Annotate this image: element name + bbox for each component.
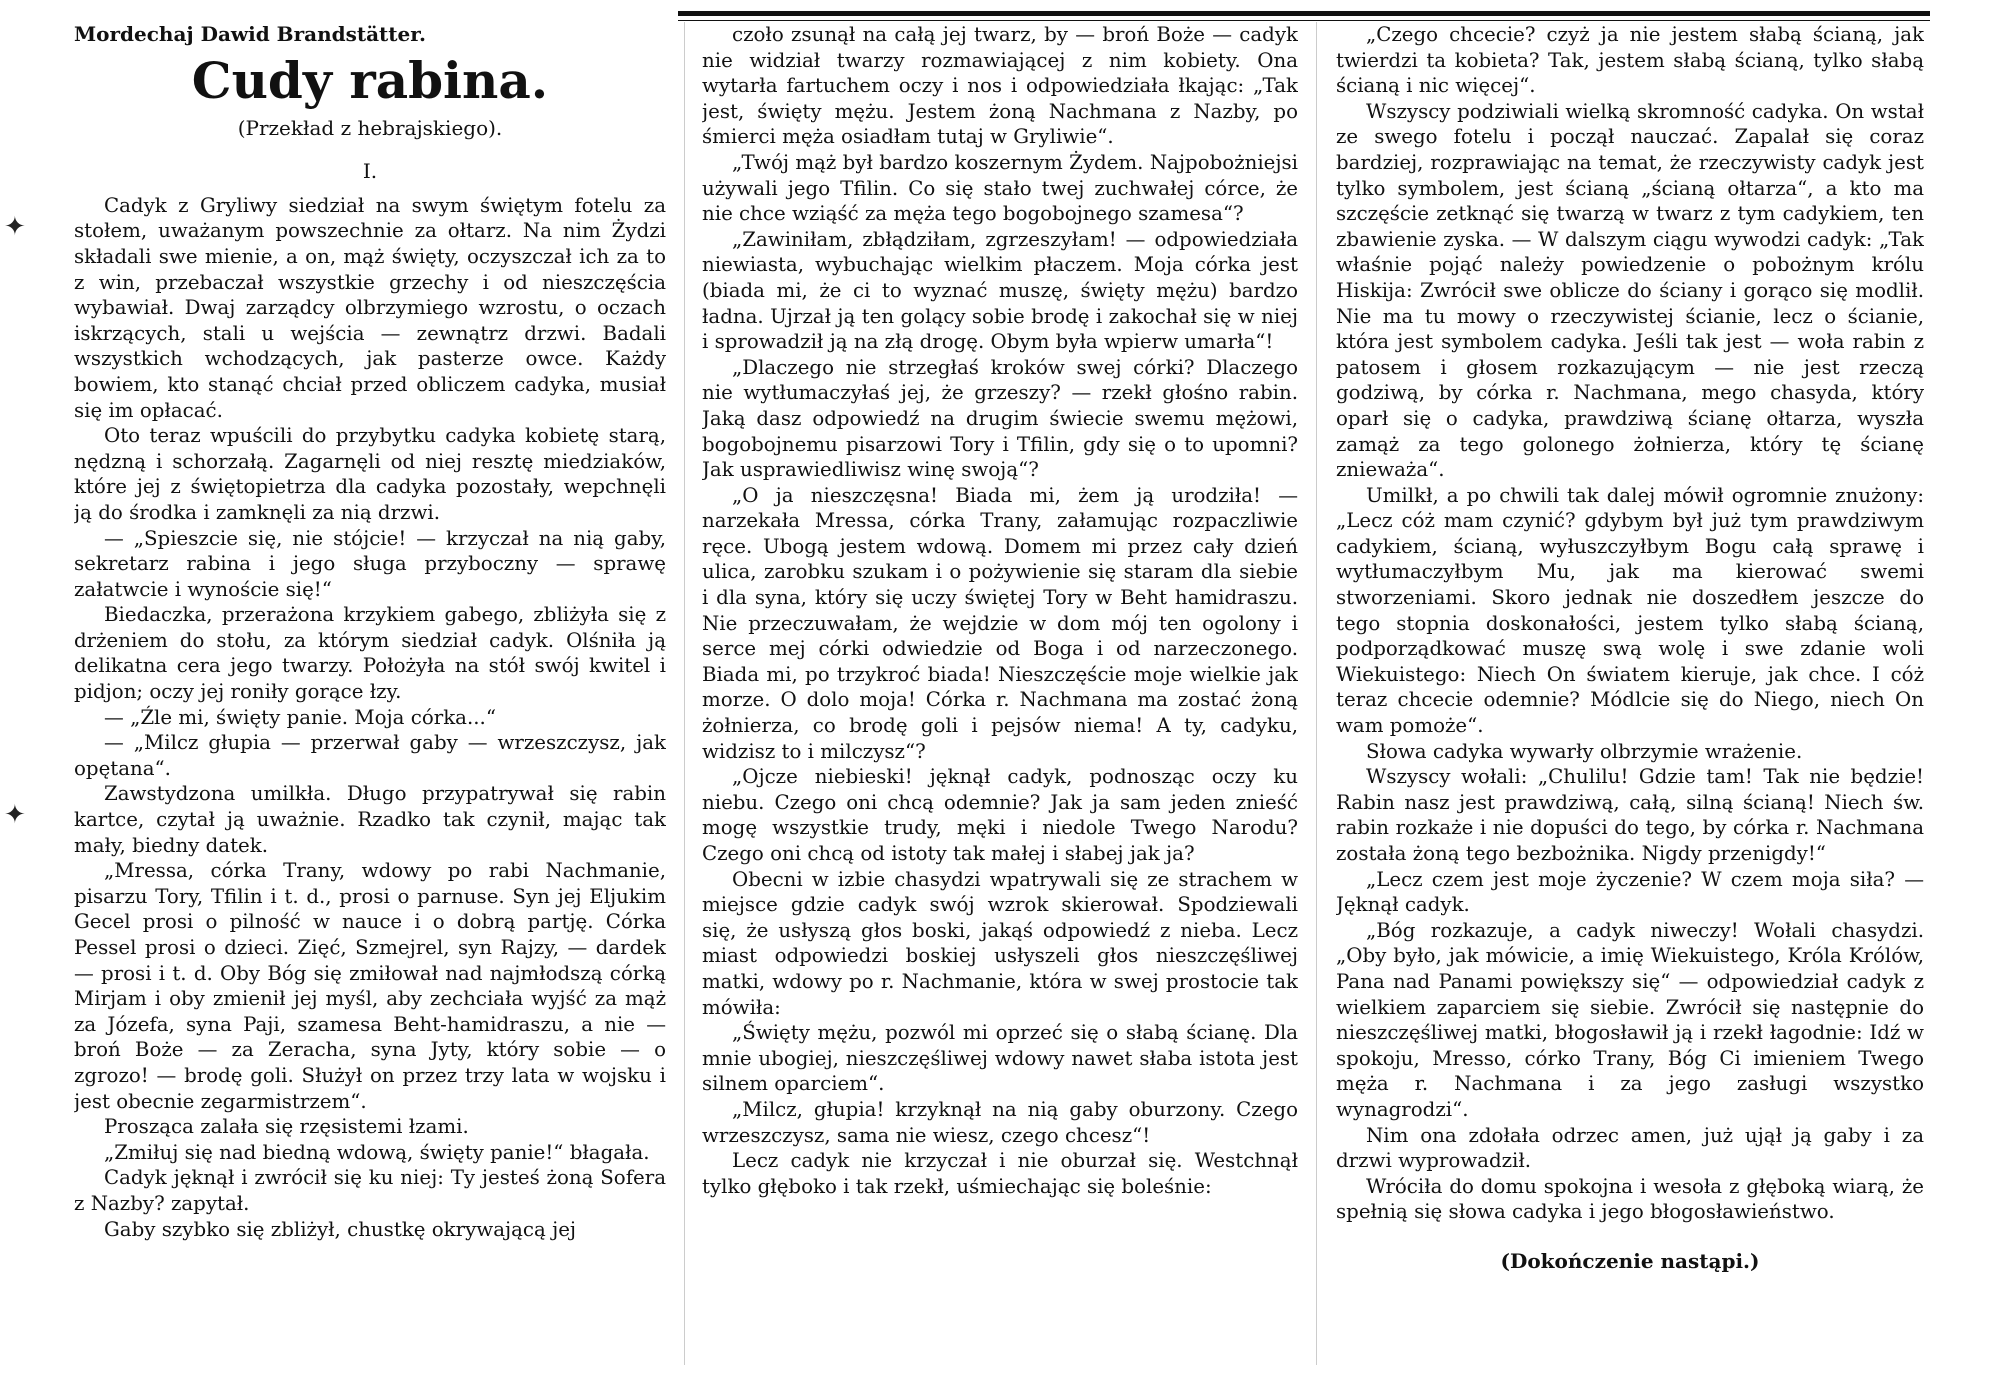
paragraph: — „Źle mi, święty panie. Moja córka...“ bbox=[104, 705, 496, 729]
paragraph: „Święty mężu, pozwól mi oprzeć się o słabą ścianę. Dla mnie ubogiej, nieszczęśliwej wdowy nawet słaba istota jest silnem oparciem“. bbox=[702, 1021, 1298, 1096]
column-3-body bbox=[1336, 22, 1924, 1225]
paragraph: Nim ona zdołała odrzec amen, już ujął ją gaby i za drzwi wyprowadził. bbox=[1336, 1123, 1924, 1173]
column-1 bbox=[74, 22, 666, 1365]
column-2-body bbox=[702, 22, 1298, 1199]
margin-arrow-icon: ✦ bbox=[4, 212, 26, 242]
paragraph: Lecz cadyk nie krzyczał i nie oburzał się. Westchnął tylko głęboko i tak rzekł, uśmiechając się boleśnie: bbox=[702, 1149, 1298, 1198]
paragraph: Słowa cadyka wywarły olbrzymie wrażenie. bbox=[1366, 739, 1803, 763]
paragraph: Zawstydzona umilkła. Długo przypatrywał się rabin kartce, czytał ją uważnie. Rzadko tak czynił, mając tak mały, biedny datek. bbox=[74, 782, 666, 857]
margin-arrow-icon: ✦ bbox=[4, 800, 26, 830]
paragraph: „O ja nieszczęsna! Biada mi, żem ją urodziła! — narzekała Mressa, córka Trany, załamując rozpaczliwie ręce. Ubogą jestem wdową. Domem mi przez cały dzień ulica, zarobku szukam i o pożywienie się staram dla siebie i dla syna, który się uczy świętej Tory w Beht hamidraszu. Nie przeczuwałam, że wejdzie w dom mój ten ogolony i serce mej córki odwiedzie od Boga i od narzeczonego. Biada mi, po trzykroć biada! Nieszczęście moje wielkie jak morze. O dolo moja! Córka r. Nachmana ma zostać żoną żołnierza, co brodę goli i pejsów niema! A ty, cadyku, widzisz to i milczysz“? bbox=[702, 483, 1298, 763]
paragraph: Oto teraz wpuścili do przybytku cadyka kobietę starą, nędzną i schorzałą. Zagarnęli od niej resztę miedziaków, które jej z świętopietrza dla cadyka pozostały, wepchnęli ją do środka i zamknęli za nią drzwi. bbox=[74, 424, 666, 524]
paragraph: czoło zsunął na całą jej twarz, by — broń Boże — cadyk nie widział twarzy rozmawiającej z nim kobiety. Ona wytarła fartuchem oczy i nos i odpowiedziała łkając: „Tak jest, święty mężu. Jestem żoną Nachmana z Nazby, po śmierci męża osiadłam tutaj w Gryliwie“. bbox=[702, 23, 1298, 149]
paragraph: „Mressa, córka Trany, wdowy po rabi Nachmanie, pisarzu Tory, Tfilin i t. d., prosi o parnuse. Syn jej Eljukim Gecel prosi o pilność w nauce i o dobrą partję. Córka Pessel prosi o dzieci. Zięć, Szmejrel, syn Rajzy, — dardek — prosi i t. d. Oby Bóg się zmiłował nad najmłodszą córką Mirjam i oby zmienił jej myśl, aby zechciała wyjść za mąż za Józefa, syna Paji, szamesa Beht-hamidraszu, a nie — broń Boże — za Zeracha, syna Jyty, który sobie — o zgrozo! — brodę goli. Służył on przez trzy lata w wojsku i jest obecnie zegarmistrzem“. bbox=[74, 859, 666, 1113]
paragraph: „Lecz czem jest moje życzenie? W czem moja siła? — Jęknął cadyk. bbox=[1336, 867, 1924, 917]
paragraph: „Dlaczego nie strzegłaś kroków swej córki? Dlaczego nie wytłumaczyłaś jej, że grzeszy? — rzekł głośno rabin. Jaką dasz odpowiedź na drugim świecie swemu mężowi, bogobojnemu pisarzowi Tory i Tfilin, gdy się o to upomni? Jak usprawiedliwisz winę swoją“? bbox=[702, 355, 1298, 482]
paragraph: Wszyscy podziwiali wielką skromność cadyka. On wstał ze swego fotelu i począł nauczać. Zapalał się coraz bardziej, rozprawiając na temat, że rzeczywisty cadyk jest tylko symbolem, jest ścianą „ścianą ołtarza“, a kto ma szczęście zetknąć się twarzą w twarz z tym cadykiem, ten zbawienie zyska. — W dalszym ciągu wywodzi cadyk: „Tak właśnie pojąć należy powiedzenie o pobożnym królu Hiskija: Zwrócił swe oblicze do ściany i gorąco się modlił. Nie ma tu mowy o rzeczywistej ścianie, lecz o ścianie, która jest symbolem cadyka. Jeśli tak jest — woła rabin z patosem i głosem rozkazującym — nie jest rzeczą godziwą, by córka r. Nachmana, mego chasyda, który oparł się o cadyka, prawdziwą ścianę ołtarza, wyszła zamąż za tego golonego żołnierza, który tę ścianę znieważa“. bbox=[1336, 99, 1924, 482]
paragraph: Obecni w izbie chasydzi wpatrywali się ze strachem w miejsce gdzie cadyk swój wzrok skierował. Spodziewali się, że usłyszą głos boski, jakąś odpowiedź z nieba. Lecz miast odpowiedzi boskiej usłyszeli głos nieszczęśliwej matki, wdowy po r. Nachmanie, która w swej prostocie tak mówiła: bbox=[702, 867, 1298, 1019]
paragraph: „Bóg rozkazuje, a cadyk niweczy! Wołali chasydzi. „Oby było, jak mówicie, a imię Wiekuistego, Króla Królów, Pana nad Panami powiększy się“ — odpowiedział cadyk z wielkiem zaparciem się siebie. Zwrócił się następnie do nieszczęśliwej matki, błogosławił ją i rzekł łagodnie: Idź w spokoju, Mresso, córko Trany, Bóg Ci imieniem Twego męża r. Nachmana i za jego zasługi wszystko wynagrodzi“. bbox=[1336, 918, 1924, 1121]
article-title: Cudy rabina. bbox=[191, 50, 549, 110]
paragraph: „Czego chcecie? czyż ja nie jestem słabą ścianą, jak twierdzi ta kobieta? Tak, jestem słabą ścianą, tylko słabą ścianą i nic więcej“. bbox=[1336, 23, 1924, 98]
column-divider bbox=[1316, 22, 1317, 1365]
paragraph: „Ojcze niebieski! jęknął cadyk, podnosząc oczy ku niebu. Czego oni chcą odemnie? Jak ja sam jeden znieść mogę wszystkie trudy, męki i niedole Twego Narodu? Czego oni chcą od istoty tak małej i słabej jak ja? bbox=[702, 765, 1298, 865]
paragraph: — „Spieszcie się, nie stójcie! — krzyczał na nią gaby, sekretarz rabina i jego sługa przyboczny — sprawę załatwcie i wynoście się!“ bbox=[74, 526, 666, 601]
article-subtitle: (Przekład z hebrajskiego). bbox=[237, 115, 503, 140]
paragraph: — „Milcz głupia — przerwał gaby — wrzeszczysz, jak opętana“. bbox=[74, 731, 666, 780]
paragraph: Gaby szybko się zbliżył, chustkę okrywającą jej bbox=[104, 1217, 577, 1241]
paragraph: „Zawiniłam, zbłądziłam, zgrzeszyłam! — odpowiedziała niewiasta, wybuchając wielkim płaczem. Moja córka jest (biada mi, że ci to wyznać muszę, święty mężu) bardzo ładna. Ujrzał ją ten golący sobie brodę i zakochał się w niej i sprowadził ją na złą drogę. Obym była wpierw umarła“! bbox=[702, 227, 1298, 354]
column-1-body bbox=[74, 193, 666, 1242]
paragraph: Cadyk jęknął i zwrócił się ku niej: Ty jesteś żoną Sofera z Nazby? zapytał. bbox=[74, 1166, 666, 1215]
header-rule-thin bbox=[678, 20, 1930, 21]
paragraph: Biedaczka, przerażona krzykiem gabego, zbliżyła się z drżeniem do stołu, za którym siedział cadyk. Olśniła ją delikatna cera jego twarzy. Położyła na stół swój kwitel i pidjon; oczy jej roniły gorące łzy. bbox=[74, 603, 666, 704]
column-divider bbox=[684, 22, 685, 1365]
paragraph: Cadyk z Gryliwy siedział na swym świętym fotelu za stołem, uważanym powszechnie za ołtarz. Na nim Żydzi składali swe mienie, a on, mąż święty, oczyszczał ich za to z win, przebaczał wszystkie grzechy i od nieszczęścia wybawiał. Dwaj zarządcy olbrzymiego wzrostu, o oczach iskrzących, stali u wejścia — zewnątrz drzwi. Badali wszystkich wchodzących, jak pasterze owce. Każdy bowiem, kto stanąć chciał przed obliczem cadyka, musiał się im opłacać. bbox=[74, 193, 666, 422]
paragraph: „Twój mąż był bardzo koszernym Żydem. Najpobożniejsi używali jego Tfilin. Co się stało twej zuchwałej córce, że nie chce wziąść za męża tego bogobojnego szamesa“? bbox=[702, 150, 1298, 226]
column-2 bbox=[702, 22, 1298, 1365]
paragraph: Umilkł, a po chwili tak dalej mówił ogromnie znużony: „Lecz cóż mam czynić? gdybym był już tym prawdziwym cadykiem, ścianą, wyłuszczyłbym Bogu całą sprawę i wytłumaczyłbym Mu, jak ma kierować swemi stworzeniami. Skoro jednak nie doszedłem jeszcze do tego stopnia doskonałości, jestem tylko słabą ścianą, podporządkować muszę swą wolę i swe zdanie woli Wiekuistego: Niech On światem kieruje, jak chce. I cóż teraz chcecie odemnie? Módlcie się do Niego, niech On wam pomoże“. bbox=[1336, 483, 1924, 738]
paragraph: „Milcz, głupia! krzyknął na nią gaby oburzony. Czego wrzeszczysz, sama nie wiesz, czego chcesz“! bbox=[702, 1097, 1298, 1147]
paragraph: „Zmiłuj się nad biedną wdową, święty panie!“ błagała. bbox=[104, 1140, 650, 1164]
column-3 bbox=[1336, 22, 1924, 1365]
paragraph: Wszyscy wołali: „Chulilu! Gdzie tam! Tak nie będzie! Rabin nasz jest prawdziwą, całą, silną ścianą! Niech św. rabin rozkaże i nie dopuści do tego, by córka r. Nachmana została żoną tego bezbożnika. Nigdy przenigdy!“ bbox=[1336, 765, 1924, 865]
paragraph: Wróciła do domu spokojna i wesoła z głęboką wiarą, że spełnią się słowa cadyka i jego błogosławieństwo. bbox=[1336, 1174, 1924, 1224]
header-rule-thick bbox=[678, 11, 1930, 16]
closing-note: (Dokończenie nastąpi.) bbox=[1500, 1248, 1760, 1273]
section-number: I. bbox=[362, 159, 378, 184]
paragraph: Prosząca zalała się rzęsistemi łzami. bbox=[104, 1115, 469, 1139]
author-byline: Mordechaj Dawid Brandstätter. bbox=[74, 22, 426, 46]
